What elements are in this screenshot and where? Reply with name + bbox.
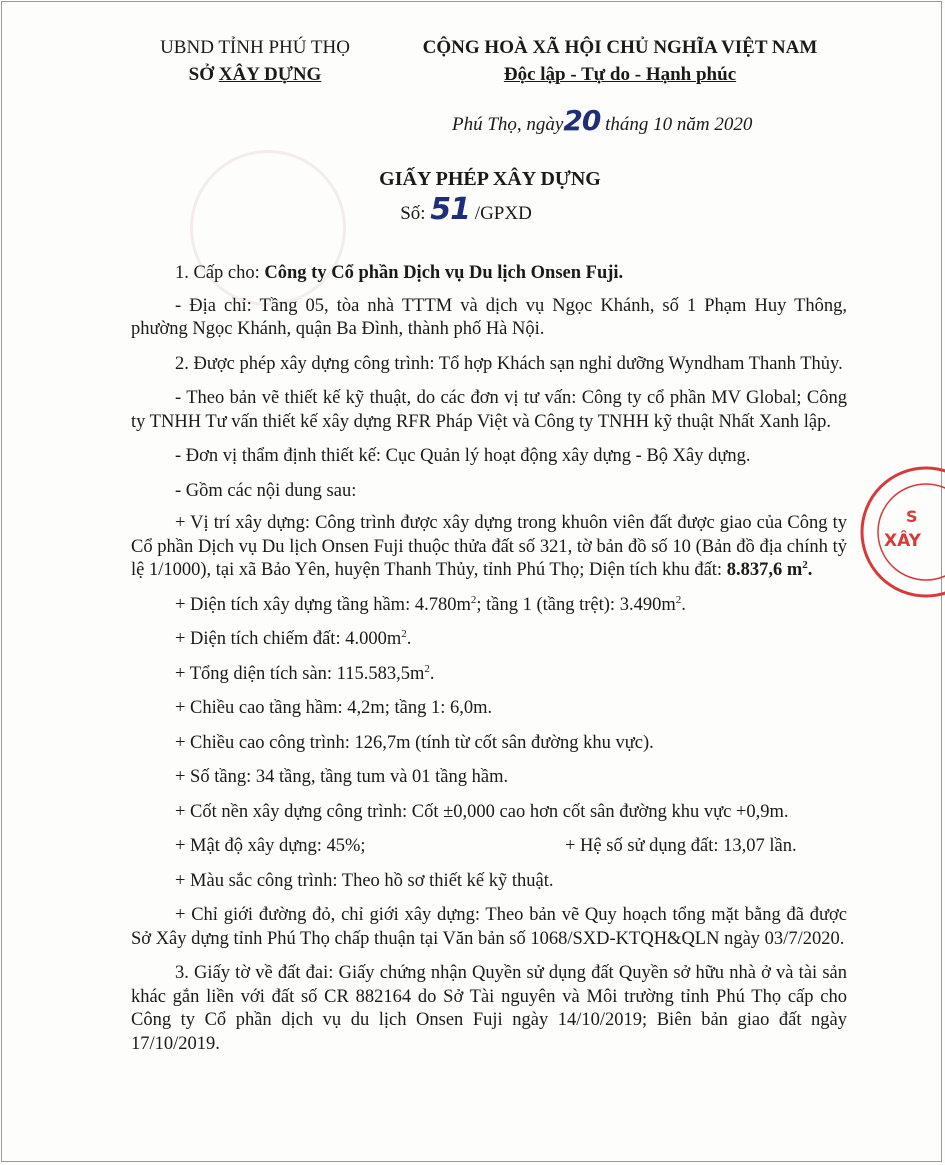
land-area: 8.837,6 $m^2$.: [726, 558, 813, 580]
total-floor-area: + Tổng diện tích sàn: $115.583,5m^2$.: [175, 662, 435, 684]
permit-number: Số: 51 /GPXD: [400, 192, 532, 227]
basement-area: + Diện tích xây dựng tầng hầm: $4.780m^2$; tầng 1 (tầng trệt): $3.490m^2$.: [175, 593, 686, 615]
national-header: [380, 34, 860, 88]
handwritten-number: 51: [430, 192, 471, 227]
section-3-land-documents: 3. Giấy tờ về đất đai: Giấy chứng nhận Quyền sử dụng đất Quyền sở hữu nhà ở và tài sản khác gắn liền với đất số CR 882164 do Sở Tài nguyên và Môi trường tỉnh Phú Thọ cấp cho Công ty Cổ phần dịch vụ du lịch Onsen Fuji ngày 14/10/2019; Biên bản giao đất ngày 17/10/2019.: [131, 963, 847, 1054]
agency-line-1: UBND TỈNH PHÚ THỌ: [160, 37, 350, 58]
building-density: + Mật độ xây dựng: 45%;: [175, 836, 366, 856]
document-body: [131, 262, 847, 1056]
section-2-contents: - Gồm các nội dung sau:: [175, 480, 357, 501]
agency-line-2: SỞ XÂY DỰNG: [188, 64, 322, 85]
document-title: GIẤY PHÉP XÂY DỰNG: [379, 168, 601, 190]
red-seal-stamp: [856, 462, 945, 602]
section-2-location: + Vị trí xây dựng: Công trình được xây dựng trong khuôn viên đất được giao của Công ty Cổ phần Dịch vụ Du lịch Onsen Fuji thuộc thửa đất số 321, tờ bản đồ số 10 (Bản đồ địa chính tỷ lệ 1/1000), tại xã Bảo Yên, huyện Thanh Thủy, tỉnh Phú Thọ; Diện tích khu đất: 8.837,6 $m^2$.: [131, 513, 847, 580]
seal-letter: S: [906, 507, 918, 526]
density-and-coefficient: [131, 835, 847, 859]
storeys: + Số tầng: 34 tầng, tầng tum và 01 tầng hầm.: [175, 767, 509, 787]
land-use-coefficient: + Hệ số sử dụng đất: 13,07 lần.: [565, 836, 797, 856]
occupied-area: + Diện tích chiếm đất: $4.000m^2$.: [175, 627, 412, 649]
section-1-address: - Địa chỉ: Tầng 05, tòa nhà TTTM và dịch vụ Ngọc Khánh, số 1 Phạm Huy Thông, phường Ngọc Khánh, quận Ba Đình, thành phố Hà Nội.: [131, 295, 847, 339]
building-height: + Chiều cao công trình: 126,7m (tính từ cốt sân đường khu vực).: [175, 732, 654, 753]
handwritten-day: 20: [563, 104, 601, 137]
issue-date: Phú Thọ, ngày20 tháng 10 năm 2020: [452, 104, 753, 137]
seal-text: XÂY: [884, 531, 921, 551]
section-2-design: - Theo bản vẽ thiết kế kỹ thuật, do các đơn vị tư vấn: Công ty cổ phần MV Global; Công ty TNHH Tư vấn thiết kế xây dựng RFR Pháp Việt và Công ty TNHH kỹ thuật Nhất Xanh lập.: [131, 388, 847, 432]
building-colors: + Màu sắc công trình: Theo hồ sơ thiết kế kỹ thuật.: [175, 870, 554, 891]
agency-header: [120, 34, 390, 88]
section-2-heading: 2. Được phép xây dựng công trình: Tổ hợp Khách sạn nghỉ dưỡng Wyndham Thanh Thủy.: [175, 353, 843, 374]
red-line-boundary: + Chỉ giới đường đỏ, chỉ giới xây dựng: Theo bản vẽ Quy hoạch tổng mặt bằng đã được Sở Xây dựng tỉnh Phú Thọ chấp thuận tại Văn bản số 1068/SXD-KTQH&QLN ngày 03/7/2020.: [131, 905, 847, 949]
ground-level: + Cốt nền xây dựng công trình: Cốt ±0,000 cao hơn cốt sân đường khu vực +0,9m.: [175, 801, 789, 822]
nation-line-1: CỘNG HOÀ XÃ HỘI CHỦ NGHĨA VIỆT NAM: [422, 37, 818, 58]
floor-heights: + Chiều cao tầng hầm: 4,2m; tầng 1: 6,0m.: [175, 698, 493, 718]
nation-motto: Độc lập - Tự do - Hạnh phúc: [503, 64, 737, 85]
section-2-appraiser: - Đơn vị thẩm định thiết kế: Cục Quản lý hoạt động xây dựng - Bộ Xây dựng.: [175, 446, 751, 466]
section-1-grantee: 1. Cấp cho: Công ty Cổ phần Dịch vụ Du lịch Onsen Fuji.: [175, 263, 624, 283]
